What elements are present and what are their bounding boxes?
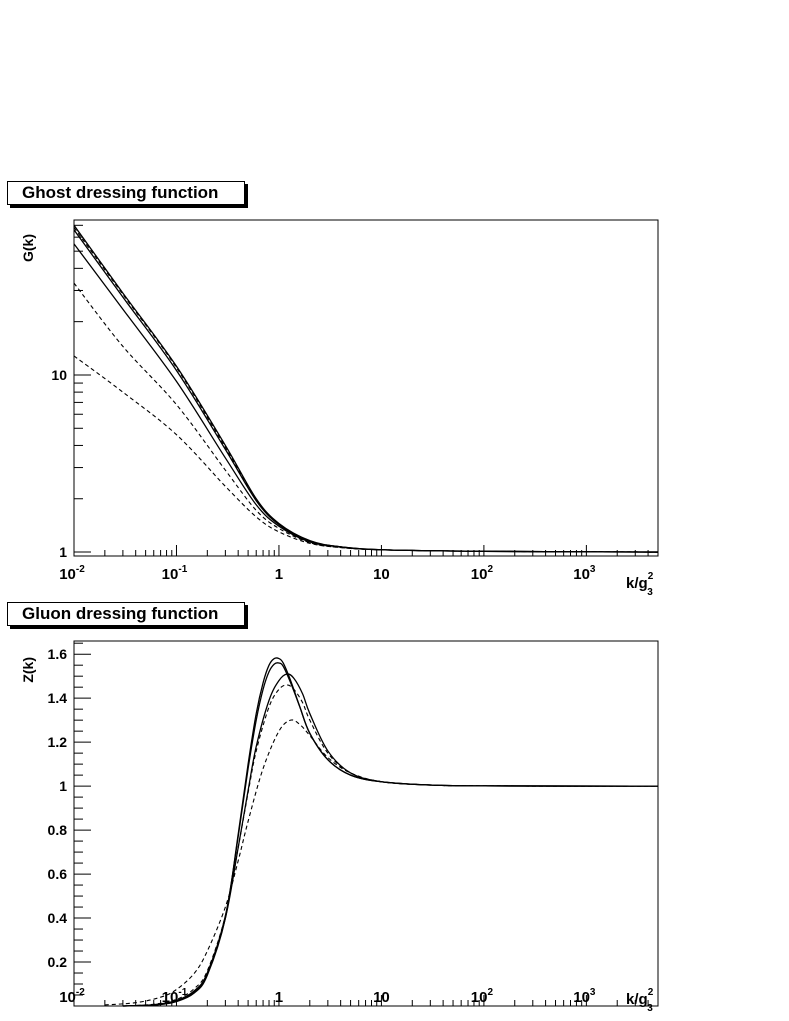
- x-tick-label: $10^{-1}$: [161, 987, 188, 1006]
- x-tick-label: $10^3$: [573, 987, 596, 1006]
- y-tick-label: 1.6: [47, 646, 67, 663]
- y-axis-label: Z(k): [20, 657, 36, 683]
- x-axis-label: $k/g^2$ 3: [626, 987, 654, 1014]
- y-tick-label: 0.4: [47, 910, 67, 927]
- series-line-5-dashed: [105, 720, 658, 1005]
- plot-frame: [74, 641, 658, 1006]
- series-line-6-dashed: [74, 356, 658, 552]
- x-axis-ticks: [74, 545, 658, 556]
- x-tick-label: $10^{-2}$: [59, 987, 85, 1006]
- x-tick-label: $10^{-1}$: [161, 564, 188, 583]
- x-tick-label: $10^2$: [470, 564, 494, 583]
- y-tick-label: 1: [59, 544, 67, 561]
- series-line-3-solid: [74, 244, 658, 552]
- gluon-panel-title: Gluon dressing function: [7, 602, 245, 626]
- y-tick-label: 10: [51, 366, 67, 383]
- x-axis-label: $k/g^2$ 3: [626, 571, 654, 598]
- series-line-3-solid: [123, 674, 658, 1006]
- x-tick-label: 10: [373, 566, 390, 583]
- series-line-2-solid: [123, 663, 658, 1006]
- chart-panel-2: [20, 641, 658, 1014]
- x-tick-label: 10: [373, 989, 390, 1006]
- y-axis-ticks: [74, 643, 91, 995]
- y-tick-label: 0.6: [47, 866, 67, 883]
- x-tick-label: $10^3$: [573, 564, 596, 583]
- series-line-4-dashed: [74, 228, 658, 553]
- chart-panel-1: [20, 220, 658, 598]
- x-tick-label: 1: [274, 989, 284, 1006]
- ghost-panel-title: Ghost dressing function: [7, 181, 245, 205]
- series-line-1-solid: [123, 658, 658, 1006]
- x-tick-label: $10^{-2}$: [59, 564, 85, 583]
- y-axis-ticks: [74, 225, 91, 552]
- series-line-1-solid: [74, 225, 658, 552]
- series-line-4-dashed: [123, 685, 658, 1006]
- x-tick-label: $10^2$: [470, 987, 494, 1006]
- y-tick-label: 0.8: [47, 822, 67, 839]
- x-tick-label: 1: [274, 566, 284, 583]
- y-axis-label: G(k): [20, 234, 36, 262]
- y-tick-label: 1.2: [47, 734, 67, 751]
- series-line-2-solid: [74, 230, 658, 552]
- y-tick-label: 0.2: [47, 954, 67, 971]
- y-tick-label: 1: [59, 778, 67, 795]
- y-tick-label: 1.4: [47, 690, 67, 707]
- series-line-5-dashed: [74, 283, 658, 552]
